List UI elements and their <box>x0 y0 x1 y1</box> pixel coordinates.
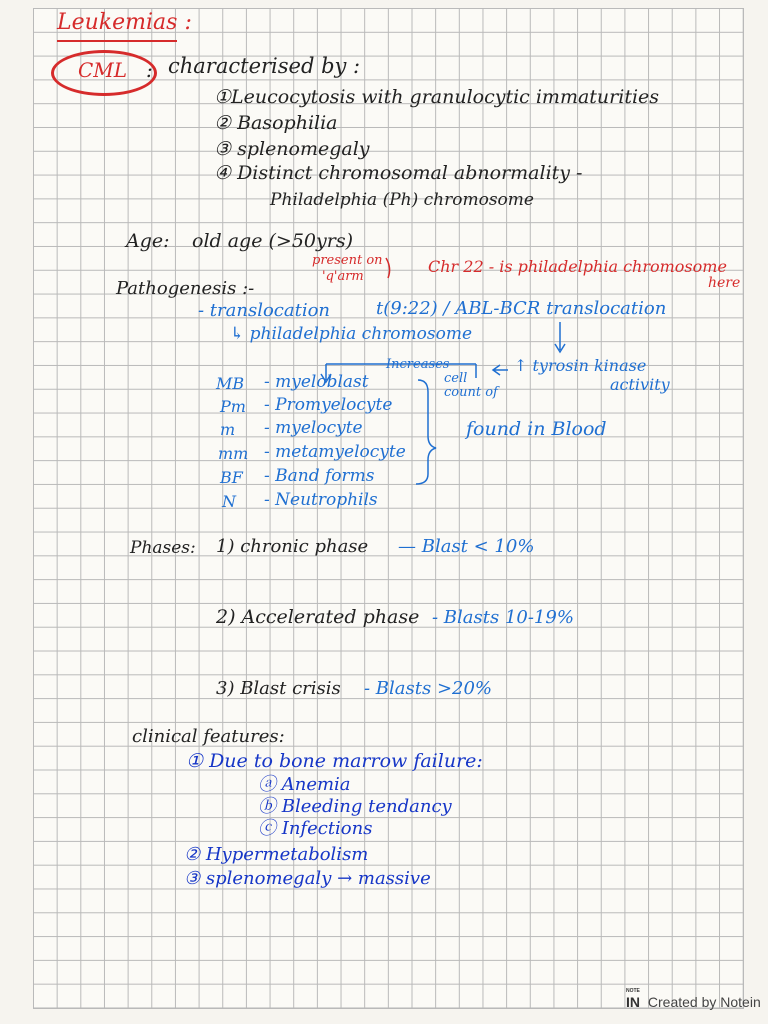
cell-name: - myelocyte <box>264 418 363 438</box>
cell-abbr: mm <box>218 444 249 463</box>
clinical-item-3: ③ splenomegaly → massive <box>184 868 431 889</box>
cell-name: - myeloblast <box>264 372 369 392</box>
cells-brace <box>416 380 436 484</box>
phase-name: 2) Accelerated phase <box>216 606 420 628</box>
cell-name: - Promyelocyte <box>264 395 393 415</box>
title: Leukemias : <box>57 10 192 35</box>
clinical-item-2: ② Hypermetabolism <box>184 844 369 865</box>
tyrosine-kinase-2: activity <box>610 375 670 394</box>
cell-name: - Neutrophils <box>264 490 378 510</box>
clinical-item-1c: ⓒ Infections <box>258 818 373 839</box>
tyrosine-kinase-1: ↑ tyrosin kinase <box>514 356 647 375</box>
cell-abbr: m <box>220 420 236 439</box>
cml-abbr: CML <box>78 58 128 82</box>
cell-abbr: N <box>222 492 236 511</box>
feature-1: ①Leucocytosis with granulocytic immaturities <box>214 86 660 108</box>
blue-arrow-left <box>493 365 508 375</box>
cell-abbr: MB <box>216 374 245 393</box>
present-on-1: present on <box>312 253 383 268</box>
phases-label: Phases: <box>130 538 196 558</box>
age-value: old age (>50yrs) <box>192 230 353 252</box>
notein-watermark <box>626 988 761 1010</box>
cell-count-1: cell <box>444 371 468 386</box>
created-by-text: Created by Notein <box>647 994 761 1010</box>
cell-name: - metamyelocyte <box>264 442 406 462</box>
red-arrow-up <box>386 258 390 278</box>
chr22-note: Chr 22 - is philadelphia chromosome <box>428 257 727 276</box>
translocation: - translocation <box>198 300 331 321</box>
notein-logo-text: IN <box>626 994 640 1010</box>
feature-2: ② Basophilia <box>214 112 338 134</box>
notein-logo <box>626 988 644 1010</box>
clinical-item-1b: ⓑ Bleeding tendancy <box>258 796 452 817</box>
clinical-item-1a: ⓐ Anemia <box>258 774 351 795</box>
feature-4: ④ Distinct chromosomal abnormality - <box>214 162 583 184</box>
clinical-features-label: clinical features: <box>132 726 285 747</box>
characterised-by: characterised by : <box>168 54 361 78</box>
phase-value: — Blast < 10% <box>398 536 535 557</box>
philadelphia-chromosome-arrow: ↳ philadelphia chromosome <box>230 324 473 344</box>
t-formula: t(9:22) / ABL-BCR translocation <box>376 298 667 319</box>
clinical-item-1: ① Due to bone marrow failure: <box>186 750 483 772</box>
ph-chromosome-line: Philadelphia (Ph) chromosome <box>270 190 534 210</box>
found-in-blood: found in Blood <box>466 418 607 440</box>
feature-3: ③ splenomegaly <box>214 138 370 160</box>
cell-abbr: Pm <box>220 397 246 416</box>
present-on-2: 'q'arm <box>322 269 364 284</box>
cell-count-2: count of <box>444 385 498 400</box>
pathogenesis-label: Pathogenesis :- <box>116 278 255 299</box>
cell-abbr: BF <box>220 468 243 487</box>
cell-name: - Band forms <box>264 466 375 486</box>
age-label: Age: <box>126 230 170 252</box>
notein-logo-top: NOTE <box>626 988 640 994</box>
phase-name: 3) Blast crisis <box>216 678 341 699</box>
phase-name: 1) chronic phase <box>216 536 369 557</box>
blue-arrow-down-right <box>555 322 565 352</box>
phase-value: - Blasts >20% <box>364 678 493 699</box>
increases-label: Increases <box>386 357 450 372</box>
cml-colon: : <box>146 58 153 82</box>
chr22-here: here <box>708 275 741 291</box>
phase-value: - Blasts 10-19% <box>432 607 574 628</box>
